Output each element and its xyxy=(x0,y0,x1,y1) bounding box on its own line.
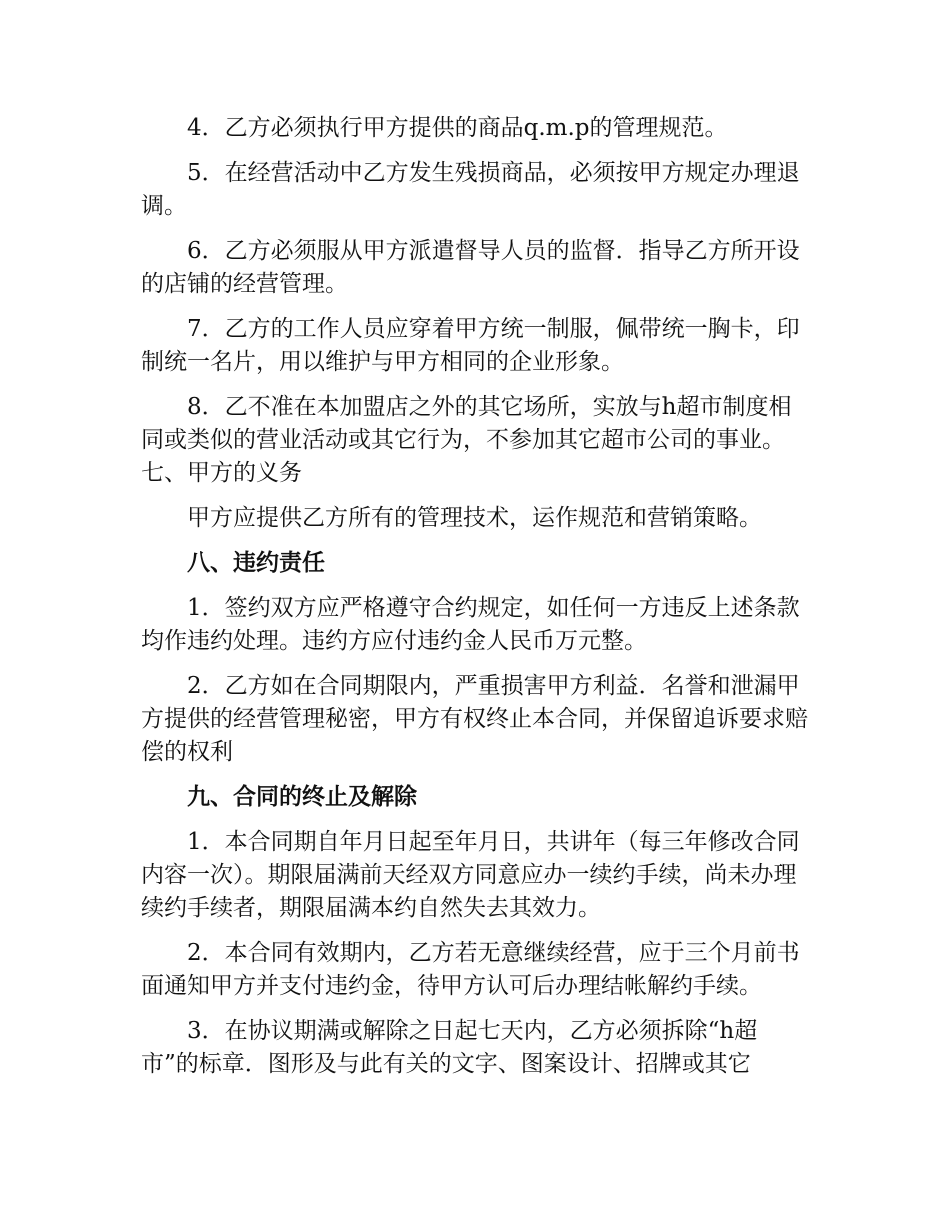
section-heading-breach: 八、违约责任 xyxy=(187,550,325,576)
clause-paragraph: 4．乙方必须执行甲方提供的商品q.m.p的管理规范。 xyxy=(187,115,728,141)
clause-paragraph: 1．签约双方应严格遵守合约规定，如任何一方违反上述条款均作违约处理。违约方应付违约金人民币万元整。 xyxy=(141,595,800,654)
clause-paragraph: 5．在经营活动中乙方发生残损商品，必须按甲方规定办理退调。 xyxy=(141,160,800,219)
clause-paragraph: 2．乙方如在合同期限内，严重损害甲方利益．名誉和泄漏甲方提供的经营管理秘密，甲方有权终止本合同，并保留追诉要求赔偿的权利 xyxy=(141,673,808,765)
clause-paragraph: 1．本合同期自年月日起至年月日，共讲年（每三年修改合同内容一次）。期限届满前天经双方同意应办一续约手续，尚未办理续约手续者，期限届满本约自然失去其效力。 xyxy=(141,829,800,921)
clause-paragraph: 8．乙不准在本加盟店之外的其它场所，实放与h超市制度相同或类似的营业活动或其它行为，不参加其它超市公司的事业。七、甲方的义务 xyxy=(141,394,792,486)
clause-paragraph: 甲方应提供乙方所有的管理技术，运作规范和营销策略。 xyxy=(187,505,762,531)
clause-paragraph: 2．本合同有效期内，乙方若无意继续经营，应于三个月前书面通知甲方并支付违约金，待甲方认可后办理结帐解约手续。 xyxy=(141,940,800,999)
clause-paragraph: 6．乙方必须服从甲方派遣督导人员的监督．指导乙方所开设的店铺的经营管理。 xyxy=(141,238,800,297)
section-heading-termination: 九、合同的终止及解除 xyxy=(187,784,417,810)
clause-paragraph: 7．乙方的工作人员应穿着甲方统一制服，佩带统一胸卡，印制统一名片，用以维护与甲方相同的企业形象。 xyxy=(141,316,800,375)
document-body xyxy=(141,112,813,1093)
clause-paragraph: 3．在协议期满或解除之日起七天内，乙方必须拆除“h超市”的标章．图形及与此有关的文字、图案设计、招牌或其它 xyxy=(141,1018,758,1077)
